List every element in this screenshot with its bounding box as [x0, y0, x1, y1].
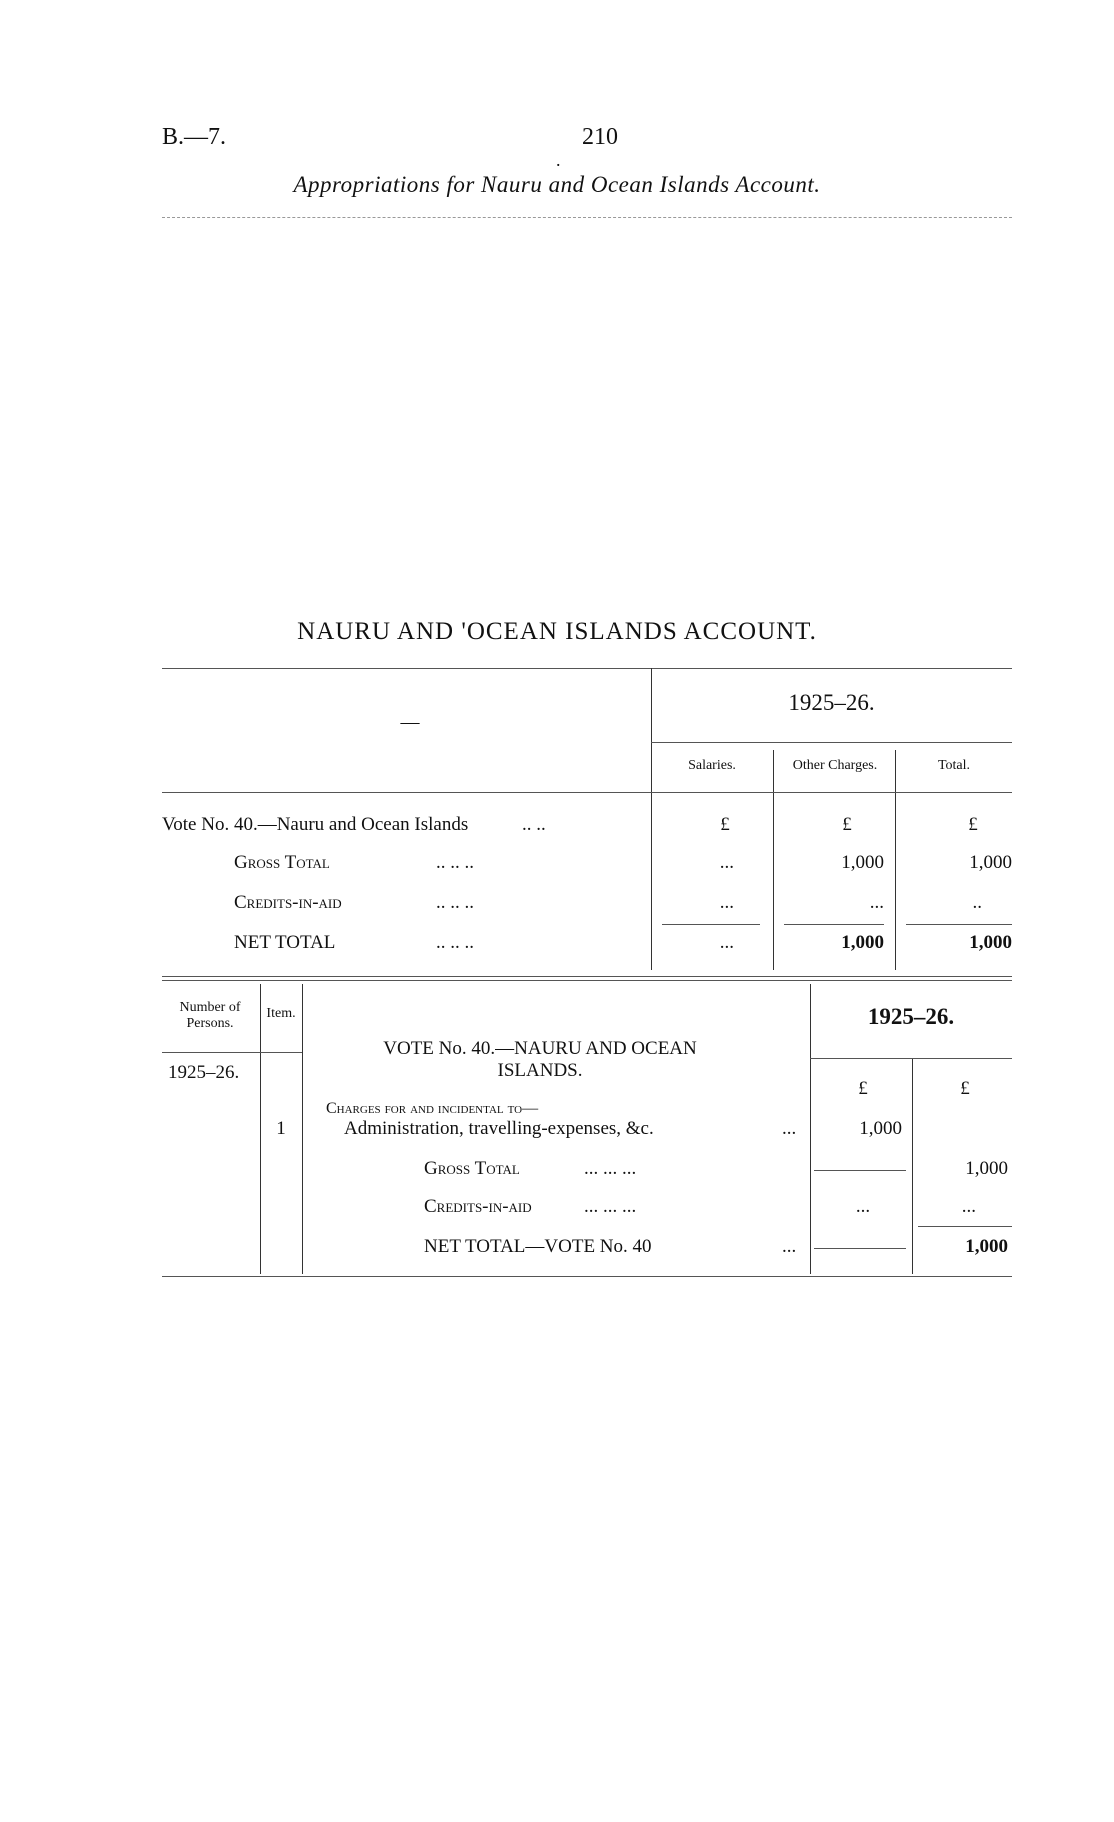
- detail-credits-label: Credits-in-aid: [424, 1196, 532, 1217]
- net-rule-salaries: [662, 924, 760, 925]
- item-dots: ...: [782, 1118, 797, 1139]
- detail-net-total: 1,000: [965, 1236, 1008, 1257]
- detail-divider-item: [302, 984, 303, 1274]
- item-number: 1: [276, 1118, 286, 1139]
- gross-total-dots: .. .. ..: [436, 852, 474, 873]
- gross-total-total: 1,000: [969, 852, 1012, 873]
- net-total-total: 1,000: [969, 932, 1012, 953]
- detail-year-header: 1925–26.: [867, 1004, 955, 1029]
- detail-gross-dots: ... ... ...: [584, 1158, 637, 1179]
- col-other-charges-header: Other Charges.: [792, 758, 878, 773]
- credits-in-aid-label: Credits-in-aid: [234, 892, 342, 913]
- detail-top-rule-1: [162, 976, 1012, 977]
- detail-header-rule: [162, 1052, 302, 1053]
- item-label: Administration, travelling-expenses, &c.: [344, 1118, 654, 1139]
- currency-other: £: [842, 814, 852, 835]
- net-rule-other: [784, 924, 884, 925]
- net-rule-total: [906, 924, 1012, 925]
- detail-gross-rule: [814, 1170, 906, 1171]
- net-total-other: 1,000: [841, 932, 884, 953]
- credits-in-aid-salaries: ...: [719, 892, 734, 913]
- detail-top-rule-2: [162, 980, 1012, 981]
- detail-gross-total: 1,000: [965, 1158, 1008, 1179]
- page-number: 210: [582, 124, 618, 150]
- summary-year-header: 1925–26.: [788, 690, 875, 715]
- credits-in-aid-other: ...: [869, 892, 884, 913]
- gross-total-other: 1,000: [841, 852, 884, 873]
- net-total-dots: .. .. ..: [436, 932, 474, 953]
- charges-heading: Charges for and incidental to—: [326, 1100, 539, 1117]
- summary-header-rule: [162, 792, 1012, 793]
- section-title: NAURU AND 'OCEAN ISLANDS ACCOUNT.: [297, 618, 817, 645]
- detail-credits-dots: ... ... ...: [584, 1196, 637, 1217]
- detail-bottom-rule: [162, 1276, 1012, 1277]
- credits-in-aid-dots: .. .. ..: [436, 892, 474, 913]
- currency-total: £: [968, 814, 978, 835]
- summary-year-rule: [651, 742, 1012, 743]
- vote-title-line-1: VOTE No. 40.—NAURU AND OCEAN: [383, 1038, 697, 1059]
- col-total-header: Total.: [937, 758, 971, 773]
- running-title: Appropriations for Nauru and Ocean Islands Account.: [293, 172, 821, 197]
- net-total-label: NET TOTAL: [234, 932, 336, 953]
- detail-credits-col-1: ...: [855, 1196, 871, 1217]
- detail-net-dots: ...: [782, 1236, 797, 1257]
- gross-total-label: Gross Total: [234, 852, 330, 873]
- header-rule: [162, 217, 1012, 218]
- credits-in-aid-total: ..: [972, 892, 982, 913]
- detail-currency-1: £: [858, 1078, 868, 1099]
- detail-net-dash: [814, 1248, 906, 1249]
- detail-net-label: NET TOTAL—VOTE No. 40: [424, 1236, 652, 1257]
- detail-year-rule: [810, 1058, 1012, 1059]
- col-item: Item.: [266, 1006, 296, 1021]
- summary-top-rule: [162, 668, 1012, 669]
- vote-label: Vote No. 40.—Nauru and Ocean Islands: [162, 814, 469, 835]
- detail-net-rule: [918, 1226, 1012, 1227]
- detail-divider-amounts-2: [912, 1058, 913, 1274]
- detail-credits-col-2: ...: [961, 1196, 976, 1217]
- summary-header-dash: —: [400, 712, 420, 733]
- item-amount: 1,000: [859, 1118, 902, 1139]
- col-number-of-persons: Number of Persons.: [179, 1000, 241, 1031]
- vote-title-line-2: ISLANDS.: [497, 1060, 583, 1081]
- currency-salaries: £: [720, 814, 730, 835]
- vote-dots: .. ..: [522, 814, 546, 835]
- detail-gross-label: Gross Total: [424, 1158, 520, 1179]
- persons-year: 1925–26.: [168, 1062, 240, 1083]
- net-total-salaries: ...: [719, 932, 734, 953]
- col-salaries-header: Salaries.: [688, 758, 736, 773]
- stray-dot: .: [556, 150, 561, 170]
- summary-col-divider-2: [773, 750, 774, 970]
- page-reference: B.—7.: [162, 124, 227, 150]
- summary-col-divider-3: [895, 750, 896, 970]
- detail-currency-2: £: [960, 1078, 970, 1099]
- gross-total-salaries: ...: [719, 852, 734, 873]
